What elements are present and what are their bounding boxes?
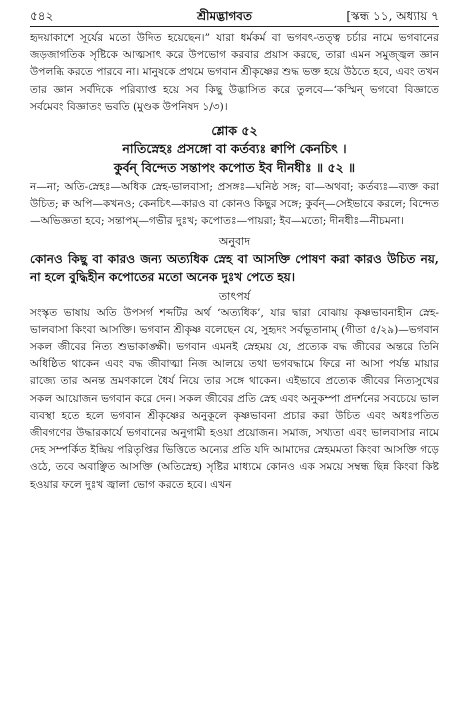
book-title: শ্রীমদ্ভাগবত xyxy=(196,9,252,23)
purport-text: সংস্কৃত ভাষায় অতি উপসর্গ শব্দটির অর্থ ‘অত্যধিক’, যার দ্বারা বোঝায় কৃষ্ণভাবনাহীন স্নেহ-ভালবাসা কিংবা আসক্তি। ভগবান শ্রীকৃষ্ণ বলেছেন যে, সুহৃদং সর্বভূতানাম্ (গীতা ৫/২৯)—ভগবান সকল জীবের নিত্য শুভাকাঙ্ক্ষী। ভগবান এমনই স্নেহময় যে, প্রত্যেক বদ্ধ জীবের অন্তরে তিনি অধিষ্ঠিত থাকেন এবং বদ্ধ জীবাত্মা নিজ আলয়ে তথা ভগবদ্ধামে ফিরে না আসা পর্যন্ত মায়ার রাজ্যে তার অনন্ত ভ্রমণকালে ধৈর্য নিয়ে তার সঙ্গে থাকেন। এইভাবে প্রত্যেক জীবের নিত্যসুখের সকল আয়োজন ভগবান করে দেন। সকল জীবের প্রতি স্নেহ এবং অনুকম্পা প্রদর্শনের সবচেয়ে ভাল ব্যবস্থা হতে হলে ভগবান শ্রীকৃষ্ণের অনুকূলে কৃষ্ণভাবনা প্রচার করা উচিত এবং অধঃপতিত জীবগণের উদ্ধারকার্যে ভগবানের অনুগামী হওয়া প্রয়োজন। সমাজ, সখ্যতা এবং ভালবাসার নামে দেহ সম্পর্কিত ইন্দ্রিয় পরিতৃপ্তির ভিত্তিতে অন্যের প্রতি যদি আমাদের স্নেহমমতা কিংবা আসক্তি গড়ে ওঠে, তবে অবাঞ্ছিত আসক্তি (অতিস্নেহ) সৃষ্টির মাধ্যমে কোনও এক সময়ে সম্বন্ধ ছিন্ন কিংবা কিষ্ট হওয়ার ফলে দুঃখ জ্বালা ভোগ করতে হবে। এখন xyxy=(30,306,439,491)
page-number: ৫৪২ xyxy=(30,9,54,23)
chapter-reference: [স্কন্ধ ১১, অধ্যায় ৭ xyxy=(346,9,439,23)
translation-text: কোনও কিছু বা কারও জন্য অত্যধিক স্নেহ বা আসক্তি পোষণ করা কারও উচিত নয়, না হলে বুদ্ধিহীন কপোতের মতো অনেক দুঃখ পেতে হয়। xyxy=(30,251,439,284)
verse-line-1: নাতিস্নেহঃ প্রসঙ্গো বা কর্তব্যঃ ক্বাপি কেনচিৎ । xyxy=(122,141,347,157)
translation-heading: অনুবাদ xyxy=(218,234,251,248)
word-for-word-synonyms: ন—না; অতি-স্নেহঃ—অধিক স্নেহ-ভালবাসা; প্রসঙ্গঃ—ঘনিষ্ঠ সঙ্গ; বা—অথবা; কর্তব্যঃ—ব্যক্ত করা উচিত; ক্ব অপি—কখনও; কেনচিৎ—কারও বা কোনও কিছুর সঙ্গে; কুর্বন্—সেইভাবে করলে; বিন্দেত—অভিজ্ঞতা হবে; সন্তাপম্—গভীর দুঃখ; কপোতঃ—পায়রা; ইব—মতো; দীনধীঃ—নীচমনা। xyxy=(30,181,439,228)
verse-line-2: কুর্বন্ বিন্দেত সন্তাপং কপোত ইব দীনধীঃ ॥ ৫২ ॥ xyxy=(113,160,356,176)
verse-title: শ্লোক ৫২ xyxy=(211,123,258,139)
purport-heading: তাৎপর্য xyxy=(218,289,251,303)
running-header xyxy=(30,8,439,27)
intro-paragraph: হৃদয়াকাশে সূর্যের মতো উদিত হয়েছেন।” যারা ধর্মকর্ম বা ভগবৎ-তত্ত্ব চর্চার নামে ভগবানের জড়জাগতিক সৃষ্টিকে আত্মসাৎ করে উপভোগ করবার প্রয়াস করছে, তারা এমন সমুজ্জ্বল জ্ঞান উপলব্ধি করতে পারবে না। মানুষকে প্রথমে ভগবান শ্রীকৃষ্ণের শুদ্ধ ভক্ত হয়ে উঠতে হবে, এবং তখন তার জ্ঞান সর্বদিকে পরিব্যাপ্ত হয়ে সব কিছু উদ্ভাসিত করে তুলবে—‘কস্মিন্‌ ভগবো বিজ্ঞাতে সর্বমেবং বিজ্ঞাতং ভবতি (মুণ্ডক উপনিষদ ১/৩)। xyxy=(30,32,439,113)
